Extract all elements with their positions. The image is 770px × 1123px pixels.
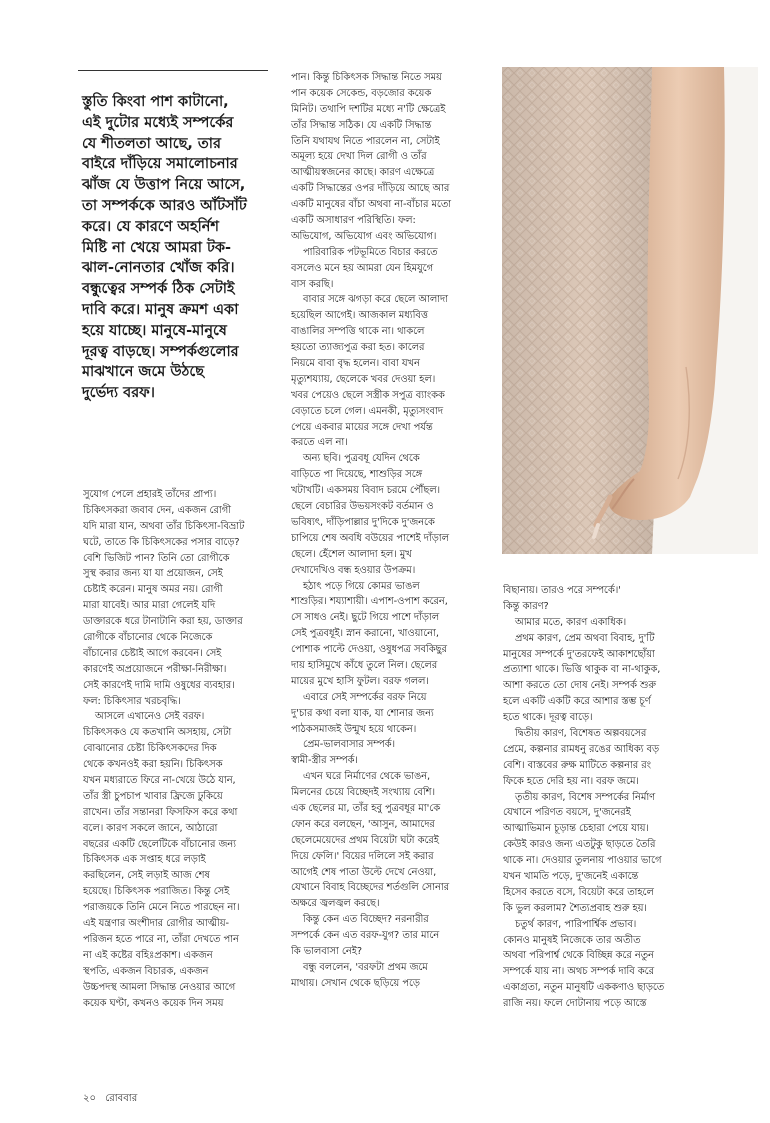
text-line: অমূল্য হয়ে দেখা দিল রোগী ও তাঁর: [291, 151, 427, 163]
text-line: খটাখটি। একসময় বিবাদ চরমে পৌঁছল।: [291, 485, 441, 497]
text-line: সে সাধও নেই। ছুটে গিয়ে পাশে দাঁড়াল: [291, 612, 440, 624]
text-line: রাখেন। তাঁর সন্তানরা ফিসফিস করে কথা: [83, 806, 238, 818]
text-line: মৃত্যুশয্যায়, ছেলেকে খবর দেওয়া হল।: [291, 373, 436, 385]
text-line: চেষ্টাই করেন। মানুষ অমর নয়। রোগী: [83, 584, 223, 596]
text-line: কিন্তু কারণ?: [503, 600, 549, 612]
text-line: নিয়মে বাবা বৃদ্ধ হলেন। বাবা যখন: [291, 358, 420, 370]
text-line: বোঝানোর চেষ্টা চিকিৎসকদের দিক: [83, 743, 217, 755]
text-line: সেই কারণেই দামি দামি ওষুধের ব্যবহার।: [83, 679, 235, 691]
pull-quote-line: হয়ে যাচ্ছে। মানুষে-মানুষে: [82, 322, 227, 339]
text-line: বেড়াতে চলে গেল। এমনকী, মৃত্যুসংবাদ: [291, 405, 443, 417]
text-line: ডাক্তারকে ধরে টানাটানি করা হয়, ডাক্তার: [83, 616, 243, 628]
text-line: সেই পুত্রবধূই। স্নান করানো, খাওয়ানো,: [291, 628, 439, 640]
pull-quote: [82, 92, 274, 404]
text-line: যেখানে পরিণত বয়সে, দু'জনেরই: [503, 807, 631, 819]
text-line: পান। কিন্তু চিকিৎসক সিদ্ধান্ত নিতে সময়: [291, 72, 442, 83]
text-line: হিসেব করতে বসে, বিয়েটা করে তাহলে: [503, 886, 654, 898]
text-line: হঠাৎ পড়ে গিয়ে কোমর ভাঙল: [303, 580, 420, 592]
text-line: দিয়ে ফেলি।' বিয়ের দলিলে সই করার: [291, 850, 434, 862]
text-line: বন্ধু বললেন, 'বরফটা প্রথম জমে: [303, 961, 428, 973]
text-line: প্রেমে, কল্পনার রামধনু রঙের আধিক্য বড়: [503, 743, 660, 755]
text-line: না এই কষ্টের বহিঃপ্রকাশ। একজন: [83, 949, 213, 961]
text-line: বাবার সঙ্গে ঝগড়া করে ছেলে আলাদা: [303, 294, 449, 306]
pull-quote-line: বাইরে দাঁড়িয়ে সমালোচনার: [82, 156, 238, 173]
text-line: একাগ্রতা, নতুন মানুষটি এককণাও ছাড়তে: [503, 982, 665, 994]
text-line: যেখানে বিবাহ বিচ্ছেদের শর্তগুলি সোনার: [291, 882, 450, 894]
text-line: পরাজয়কে তিনি মেনে নিতে পারছেন না।: [83, 902, 240, 914]
text-line: কারণেই অপ্রয়োজনে পরীক্ষা-নিরীক্ষা।: [83, 663, 227, 675]
text-line: চিকিৎসকও যে কতখানি অসহায়, সেটা: [83, 727, 232, 739]
text-line: কি ভুল করলাম? শৈত্যপ্রবাহ শুরু হয়।: [503, 902, 647, 914]
text-line: রাজি নয়। ফলে দোটানায় পড়ে আস্তে: [503, 998, 647, 1010]
text-line: ছেলে। হেঁশেল আলাদা হল। মুখ: [291, 548, 412, 560]
text-line: করছিলেন, সেই লড়াই আজ শেষ: [83, 870, 210, 882]
top-rule: [78, 70, 268, 71]
text-line: ছেলে বেচারির উভয়সংকট বর্তমান ও: [291, 501, 434, 513]
text-line: তাঁর সিদ্ধান্ত সঠিক। যে একটি সিদ্ধান্ত: [291, 119, 432, 131]
text-line: কোনও মানুষই নিজেকে তার অতীত: [503, 934, 641, 946]
text-line: বছরের একটি ছেলেটিকে বাঁচানোর জন্য: [83, 838, 236, 850]
pull-quote-line: ঝাঁজ যে উত্তাপ নিয়ে আসে,: [82, 177, 246, 194]
text-line: কিন্তু কেন এত বিচ্ছেদ? নরনারীর: [303, 914, 429, 926]
text-line: পরিজন হতে পারে না, তাঁরা দেখতে পান: [83, 933, 239, 945]
text-line: প্রেম-ভালবাসার সম্পর্ক।: [303, 739, 395, 751]
text-line: চতুর্থ কারণ, পারিপার্শ্বিক প্রভাব।: [515, 918, 637, 930]
pull-quote-line: এই দুটোর মধ্যেই সম্পর্কের: [82, 114, 234, 131]
text-line: উচ্চপদস্থ আমলা সিদ্ধান্ত নেওয়ার আগে: [83, 981, 236, 993]
text-line: থাকে না। দেওয়ার তুলনায় পাওয়ার ভাগে: [503, 855, 662, 867]
text-line: অথবা পরিপার্শ্ব থেকে বিচ্ছিন্ন করে নতুন: [503, 950, 654, 962]
text-line: একটি সিদ্ধান্তের ওপর দাঁড়িয়ে আছে আর: [291, 183, 450, 195]
text-line: সুযোগ পেলে প্রহারই তাঁদের প্রাপ্য।: [83, 489, 217, 500]
text-line: দেখাদেখিও বন্ধ হওয়ার উপক্রম।: [291, 564, 416, 576]
text-line: আগেই শেষ পাতা উল্টে দেখে নেওয়া,: [291, 866, 437, 878]
text-line: চিকিৎসক এক সপ্তাহ ধরে লড়াই: [83, 854, 206, 866]
text-line: সম্পর্কে যায় না। অথচ সম্পর্ক দাবি করে: [503, 966, 654, 978]
text-line: আশা করতে তো দোষ নেই। সম্পর্ক শুরু: [503, 680, 656, 692]
text-line: বাড়িতে পা দিয়েছে, শাশুড়ির সঙ্গে: [291, 469, 423, 481]
text-line: শাশুড়ির। শয্যাশায়ী। এপাশ-ওপাশ করেন,: [291, 596, 448, 608]
text-line: হয়েছে। চিকিৎসক পরাজিত। কিন্তু সেই: [83, 886, 230, 898]
text-line: দায় হাসিমুখে কাঁধে তুলে নিল। ছেলের: [291, 659, 438, 671]
text-line: কি ভালবাসা নেই?: [291, 945, 363, 957]
text-line: বাঁচানোর চেষ্টাই আগে করবেন। সেই: [83, 647, 222, 659]
text-line: যখন মধ্যরাতে ফিরে না-খেয়ে উঠে যান,: [83, 775, 236, 787]
text-line: ফল: চিকিৎসার খরচবৃদ্ধি।: [83, 695, 181, 707]
text-line: এক ছেলের মা, তাঁর হবু পুত্রবধূর মা'কে: [291, 802, 441, 814]
text-line: হয়তো ত্যাজ্যপুত্র করা হত। কালের: [291, 342, 425, 354]
pull-quote-line: যে শীতলতা আছে, তার: [82, 135, 221, 152]
text-line: একটি অসাধারণ পরিস্থিতি। ফল:: [291, 215, 416, 227]
text-line: হলে একটি একটি করে আশার স্তম্ভ চূর্ণ: [503, 696, 651, 708]
text-line: মানুষের সম্পর্কে দু'তরফেই আকাশছোঁয়া: [503, 648, 655, 660]
pull-quote-line: ঝাল-নোনতার খোঁজ করি।: [82, 260, 235, 277]
text-line: হতে থাকে। দূরত্ব বাড়ে।: [503, 712, 593, 724]
text-line: যখন খামতি পড়ে, দু'জনেই একান্তে: [503, 871, 639, 883]
text-line: ঘটে, তাতে কি চিকিৎসকের পসার বাড়ে?: [83, 536, 240, 548]
magazine-name: রোববার: [105, 1093, 138, 1104]
text-line: আত্মীয়স্বজনের কাছে। কারণ এক্ষেত্রে: [291, 167, 435, 179]
text-line: মিনিট। তথাপি দশটির মধ্যে ন'টি ক্ষেত্রেই: [291, 103, 446, 115]
text-line: দু'চার কথা বলা যাক, যা শোনার জন্য: [291, 707, 434, 719]
text-line: তৃতীয় কারণ, বিশেষ সম্পর্কের নির্মাণ: [515, 791, 656, 803]
text-line: কয়েক ঘণ্টা, কখনও কয়েক দিন সময়: [83, 997, 224, 1009]
text-line: স্বামী-স্ত্রীর সম্পর্ক।: [291, 755, 358, 767]
text-line: ভবিষ্যৎ, দাঁড়িপাল্লার দু'দিকে দু'জনকে: [291, 516, 435, 528]
text-line: বাঙালির সম্পত্তি থাকে না। থাকলে: [291, 326, 425, 338]
text-line: বেশি। বাস্তবের রুক্ষ মাটিতে কল্পনার রং: [503, 759, 651, 771]
text-line: অভিযোগ, অভিযোগ এবং অভিযোগ।: [291, 230, 437, 242]
text-line: প্রত্যাশা থাকে। ভিত্তি থাকুক বা না-থাকুক,: [503, 664, 661, 676]
text-column-1: [83, 487, 273, 1011]
text-line: প্রথম কারণ, প্রেম অথবা বিবাহ, দু'টি: [515, 632, 655, 644]
page-number: ২০: [83, 1093, 97, 1104]
text-line: রোগীকে বাঁচানোর থেকে নিজেকে: [83, 632, 213, 644]
text-line: পোশাক পাল্টে দেওয়া, ওষুধপত্র সবকিছুর: [291, 644, 447, 656]
text-line: এবারে সেই সম্পর্কের বরফ নিয়ে: [303, 691, 427, 703]
text-line: যদি মারা যান, অথবা তাঁর চিকিৎসা-বিভ্রাট: [83, 520, 245, 532]
pull-quote-line: দূরত্ব বাড়ছে। সম্পর্কগুলোর: [82, 343, 239, 360]
text-line: আত্মাভিমান চূড়ান্ত চেহারা পেয়ে যায়।: [503, 823, 649, 835]
text-line: ফিকে হতে দেরি হয় না। বরফ জমে।: [503, 775, 639, 787]
text-line: থেকে কখনওই করা হয়নি। চিকিৎসক: [83, 759, 223, 771]
dress-hand-illustration: [502, 67, 758, 554]
text-line: অন্য ছবি। পুত্রবধূ যেদিন থেকে: [303, 453, 420, 465]
text-line: পাঠকসমাজই উন্মুখ হয়ে থাকেন।: [291, 723, 417, 735]
text-line: এখন ঘরে নির্মাণের থেকে ভাঙন,: [303, 771, 431, 783]
text-line: বসলেও মনে হয় আমরা যেন হিমযুগে: [291, 262, 434, 274]
text-line: পান কয়েক সেকেন্ড, বড়জোর কয়েক: [291, 87, 432, 99]
pull-quote-line: স্তুতি কিংবা পাশ কাটানো,: [82, 94, 229, 110]
text-line: হয়েছিল আগেই। আজকাল মধ্যবিত্ত: [291, 310, 428, 322]
text-line: বেশি ভিজিট পান? তিনি তো রোগীকে: [83, 552, 230, 564]
page-footer: [83, 1091, 143, 1108]
text-line: খবর পেয়েও ছেলে সস্ত্রীক সপুত্র ব্যাংকক: [291, 389, 445, 401]
text-line: তাঁর স্ত্রী চুপচাপ খাবার ফ্রিজে ঢুকিয়ে: [83, 790, 223, 802]
text-line: মায়ের মুখে হাসি ফুটল। বরফ গলল।: [291, 675, 429, 687]
text-line: বলে। কারণ সকলে জানে, আঠারো: [83, 822, 218, 834]
text-line: কেউই কারও জন্য এতটুকু ছাড়তে তৈরি: [503, 839, 656, 851]
text-line: স্থপতি, একজন বিচারক, একজন: [83, 965, 209, 977]
text-line: সুস্থ করার জন্য যা যা প্রয়োজন, সেই: [83, 568, 223, 580]
pull-quote-line: দুর্ভেদ্য বরফ।: [82, 385, 155, 402]
text-line: আসলে এখানেও সেই বরফ।: [95, 711, 205, 723]
text-line: মাথায়। সেখান থেকে ছড়িয়ে পড়ে: [291, 977, 420, 989]
text-line: করতে এল না।: [291, 437, 348, 449]
pull-quote-line: দাবি করে। মানুষ ক্রমশ একা: [82, 301, 239, 318]
pull-quote-line: বন্ধুত্বের সম্পর্ক ঠিক সেটাই: [82, 281, 235, 298]
text-column-2: [291, 70, 484, 992]
text-line: বিছানায়। তারও পরে সম্পর্কে।': [503, 585, 621, 596]
fashion-photo: [502, 67, 758, 554]
pull-quote-line: মিষ্টি না খেয়ে আমরা টক-: [82, 239, 232, 256]
text-line: মারা যাবেই। আর মারা গেলেই যদি: [83, 600, 216, 612]
text-line: ছেলেমেয়েদের প্রথম বিয়েটা ঘটা করেই: [291, 834, 439, 846]
text-line: অক্ষরে জ্বলজ্বল করছে।: [291, 898, 380, 910]
text-line: চাপিয়ে শেষ অবধি বউয়ের পাশেই দাঁড়াল: [291, 532, 449, 544]
text-line: ফোন করে বলছেন, 'আসুন, আমাদের: [291, 818, 435, 830]
text-line: একটি মানুষের বাঁচা অথবা না-বাঁচার মতো: [291, 199, 452, 211]
text-line: মিলনের চেয়ে বিচ্ছেদই সংখ্যায় বেশি।: [291, 787, 435, 799]
text-column-3: [503, 583, 718, 1012]
text-line: পারিবারিক পটভূমিতে বিচার করতে: [303, 246, 438, 258]
pull-quote-line: তা সম্পর্ককে আরও আঁটসাঁট: [82, 197, 247, 214]
text-line: আমার মতে, কারণ একাধিক।: [515, 616, 627, 628]
text-line: দ্বিতীয় কারণ, বিশেষত অল্পবয়সের: [515, 728, 647, 740]
text-line: পেয়ে একবার মায়ের সঙ্গে দেখা পর্যন্ত: [291, 421, 433, 433]
text-line: সম্পর্কে কেন এত বরফ-যুগ? তার মানে: [291, 930, 440, 942]
text-line: এই যন্ত্রণার অংশীদার রোগীর আত্মীয়-: [83, 918, 230, 930]
text-line: তিনি যথাযথ নিতে পারলেন না, সেটাই: [291, 135, 440, 147]
pull-quote-line: করে। যে কারণে অহর্নিশ: [82, 218, 219, 235]
text-line: বাস করছি।: [291, 278, 334, 290]
text-line: চিকিৎসকরা জবাব দেন, একজন রোগী: [83, 504, 231, 516]
pull-quote-line: মাঝখানে জমে উঠছে: [82, 364, 205, 381]
